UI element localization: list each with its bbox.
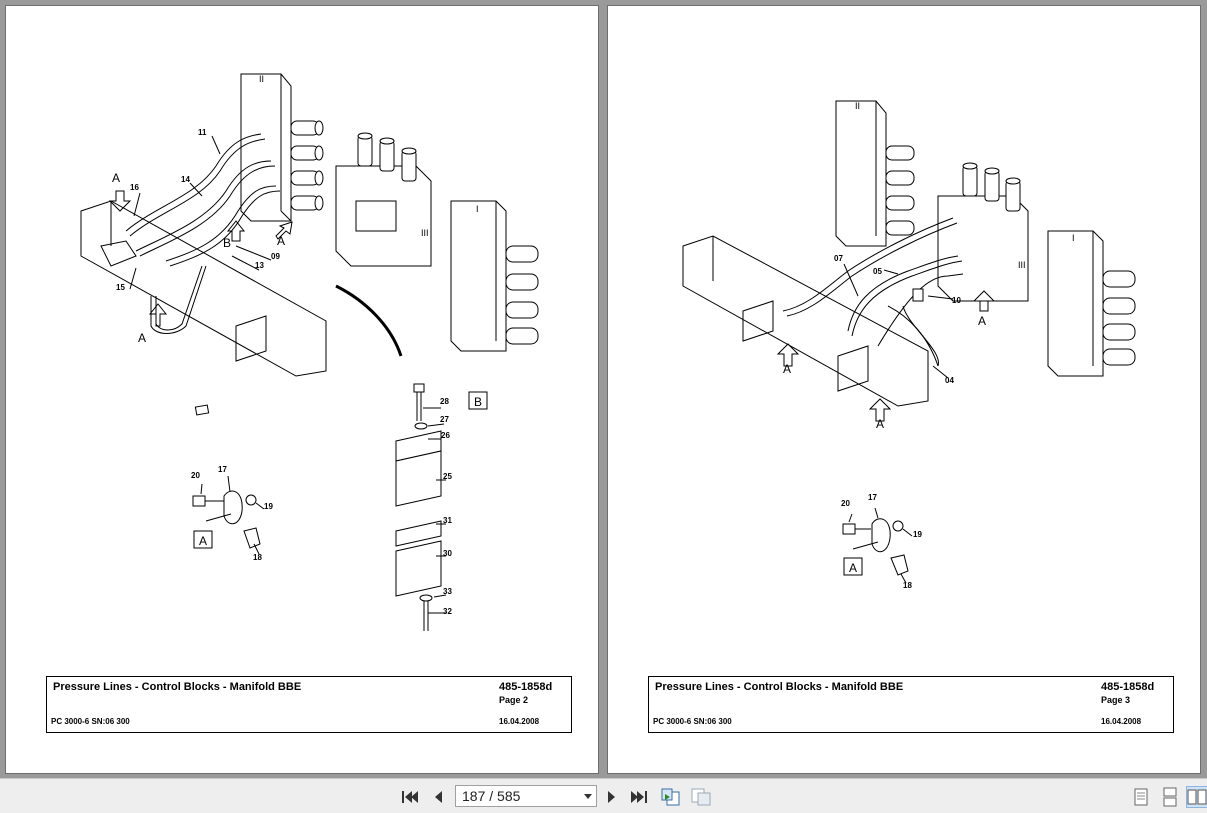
view-label: A xyxy=(138,331,147,345)
page-label: Page 3 xyxy=(1101,695,1131,705)
next-page-button[interactable] xyxy=(601,786,623,808)
callout: 16 xyxy=(130,183,139,192)
roman-label-2: II xyxy=(259,74,265,84)
roman-label-3: III xyxy=(1018,260,1026,270)
callout: 19 xyxy=(913,530,922,539)
view-label: A xyxy=(978,314,987,328)
roman-label-1: I xyxy=(476,204,479,214)
view-label: A xyxy=(277,234,286,248)
callout: 09 xyxy=(271,252,280,261)
callout: 18 xyxy=(903,581,912,590)
single-page-icon xyxy=(1133,787,1149,807)
continuous-icon xyxy=(1162,787,1178,807)
view-label: A xyxy=(849,561,858,575)
next-page-icon xyxy=(604,788,620,806)
first-page-button[interactable] xyxy=(398,786,420,808)
title-block xyxy=(648,676,1174,733)
callout: 26 xyxy=(441,431,450,440)
callout: 04 xyxy=(945,376,954,385)
document-page-3 xyxy=(607,5,1201,774)
page-label: Page 2 xyxy=(499,695,529,705)
view-label: B xyxy=(474,395,483,409)
go-forward-icon xyxy=(690,787,712,807)
technical-drawing xyxy=(608,6,1202,666)
callout: 18 xyxy=(253,553,262,562)
view-label: B xyxy=(223,236,232,250)
go-back-button[interactable] xyxy=(660,786,682,808)
callout: 07 xyxy=(834,254,843,263)
roman-label-1: I xyxy=(1072,233,1075,243)
callout: 33 xyxy=(443,587,452,596)
drawing-title: Pressure Lines - Control Blocks - Manifold BBE xyxy=(53,681,302,693)
two-page-icon xyxy=(1187,787,1207,807)
document-number: 485-1858d xyxy=(1101,681,1155,693)
callout: 13 xyxy=(255,261,264,270)
document-number: 485-1858d xyxy=(499,681,553,693)
callout: 20 xyxy=(191,471,200,480)
callout: 27 xyxy=(440,415,449,424)
callout: 14 xyxy=(181,175,190,184)
continuous-view-button[interactable] xyxy=(1159,786,1181,808)
title-block xyxy=(46,676,572,733)
go-forward-button[interactable] xyxy=(690,786,712,808)
last-page-button[interactable] xyxy=(629,786,651,808)
callout: 05 xyxy=(873,267,882,276)
last-page-icon xyxy=(630,788,650,806)
document-page-2 xyxy=(5,5,599,774)
go-back-icon xyxy=(660,787,682,807)
callout: 20 xyxy=(841,499,850,508)
chevron-down-icon xyxy=(584,794,592,799)
drawing-title: Pressure Lines - Control Blocks - Manifold BBE xyxy=(655,681,904,693)
drawing-date: 16.04.2008 xyxy=(1101,717,1142,726)
callout: 11 xyxy=(198,128,207,137)
single-page-view-button[interactable] xyxy=(1130,786,1152,808)
roman-label-3: III xyxy=(421,228,429,238)
technical-drawing xyxy=(6,6,600,666)
prev-page-icon xyxy=(430,788,446,806)
view-label: A xyxy=(876,417,885,431)
machine-model: PC 3000-6 SN:06 300 xyxy=(51,717,130,726)
callout: 30 xyxy=(443,549,452,558)
callout: 19 xyxy=(264,502,273,511)
callout: 15 xyxy=(116,283,125,292)
callout: 17 xyxy=(218,465,227,474)
navigation-toolbar xyxy=(0,778,1207,813)
view-label: A xyxy=(112,171,121,185)
view-label: A xyxy=(199,534,208,548)
page-indicator: 187 / 585 xyxy=(462,788,521,804)
roman-label-2: II xyxy=(855,101,861,111)
callout: 28 xyxy=(440,397,449,406)
drawing-date: 16.04.2008 xyxy=(499,717,540,726)
prev-page-button[interactable] xyxy=(427,786,449,808)
callout: 17 xyxy=(868,493,877,502)
page-number-select[interactable] xyxy=(455,785,597,807)
callout: 25 xyxy=(443,472,452,481)
callout: 32 xyxy=(443,607,452,616)
callout: 31 xyxy=(443,516,452,525)
machine-model: PC 3000-6 SN:06 300 xyxy=(653,717,732,726)
callout: 10 xyxy=(952,296,961,305)
view-label: A xyxy=(783,362,792,376)
first-page-icon xyxy=(399,788,419,806)
two-page-view-button[interactable] xyxy=(1186,786,1207,808)
